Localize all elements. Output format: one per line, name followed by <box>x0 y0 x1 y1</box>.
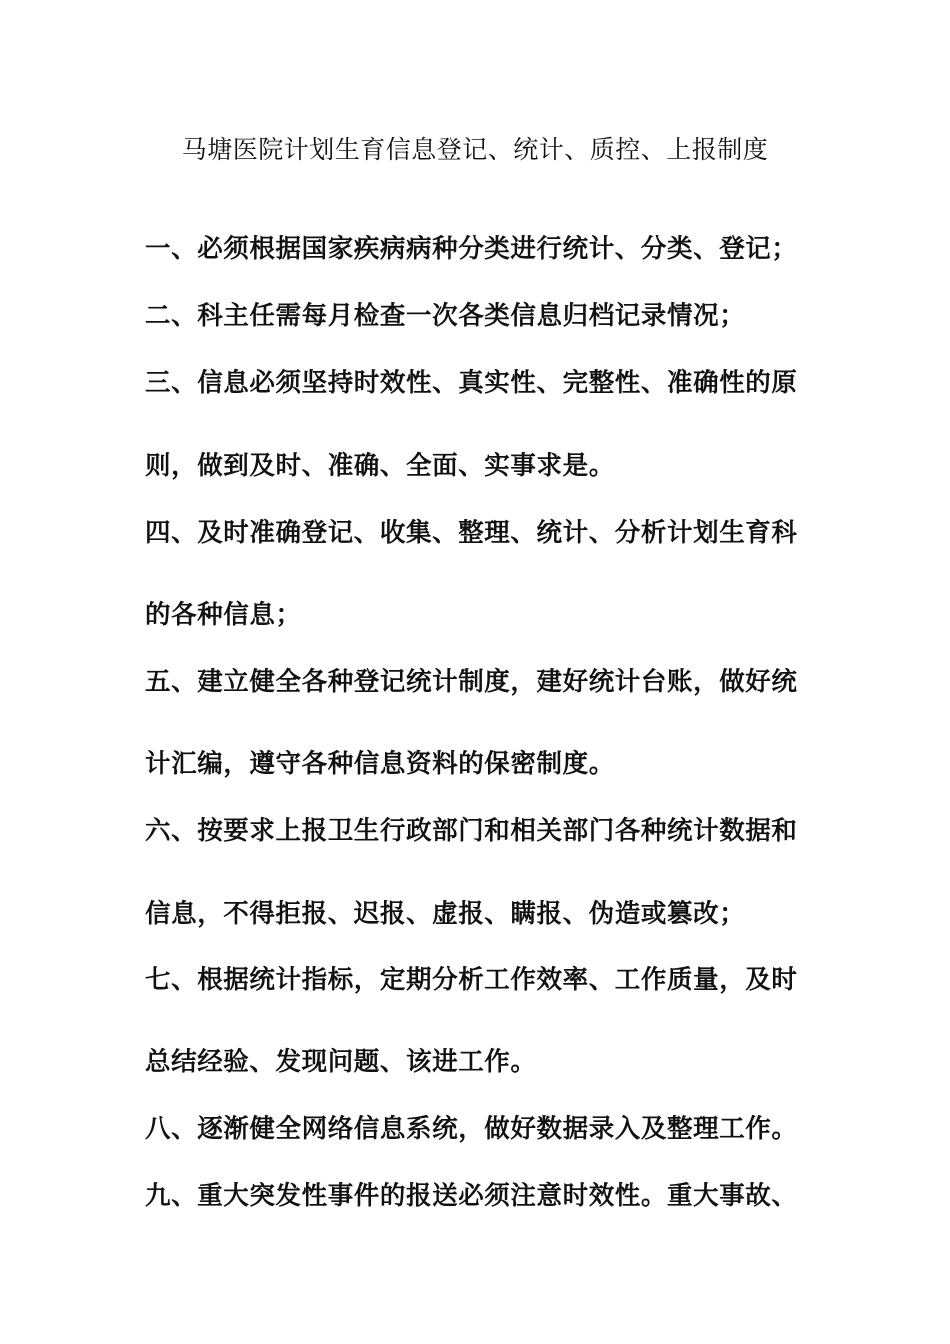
text-line-3: 三、信息必须坚持时效性、真实性、完整性、准确性的原 <box>145 368 798 398</box>
text-line-6: 的各种信息； <box>145 600 302 630</box>
text-line-12: 总结经验、发现问题、该进工作。 <box>145 1047 537 1077</box>
text-line-4: 则，做到及时、准确、全面、实事求是。 <box>145 451 615 481</box>
document-title: 马塘医院计划生育信息登记、统计、质控、上报制度 <box>181 135 769 164</box>
text-line-8: 计汇编，遵守各种信息资料的保密制度。 <box>145 749 615 779</box>
text-line-10: 信息，不得拒报、迟报、虚报、瞒报、伪造或篡改； <box>145 899 746 929</box>
text-line-1: 一、必须根据国家疾病病种分类进行统计、分类、登记； <box>145 234 798 264</box>
text-line-9: 六、按要求上报卫生行政部门和相关部门各种统计数据和 <box>145 816 798 846</box>
text-line-13: 八、逐渐健全网络信息系统，做好数据录入及整理工作。 <box>145 1114 798 1144</box>
text-line-14: 九、重大突发性事件的报送必须注意时效性。重大事故、 <box>145 1181 798 1211</box>
text-line-2: 二、科主任需每月检查一次各类信息归档记录情况； <box>145 301 746 331</box>
text-line-7: 五、建立健全各种登记统计制度，建好统计台账，做好统 <box>145 667 798 697</box>
text-line-5: 四、及时准确登记、收集、整理、统计、分析计划生育科 <box>145 518 798 548</box>
text-line-11: 七、根据统计指标，定期分析工作效率、工作质量，及时 <box>145 965 798 995</box>
